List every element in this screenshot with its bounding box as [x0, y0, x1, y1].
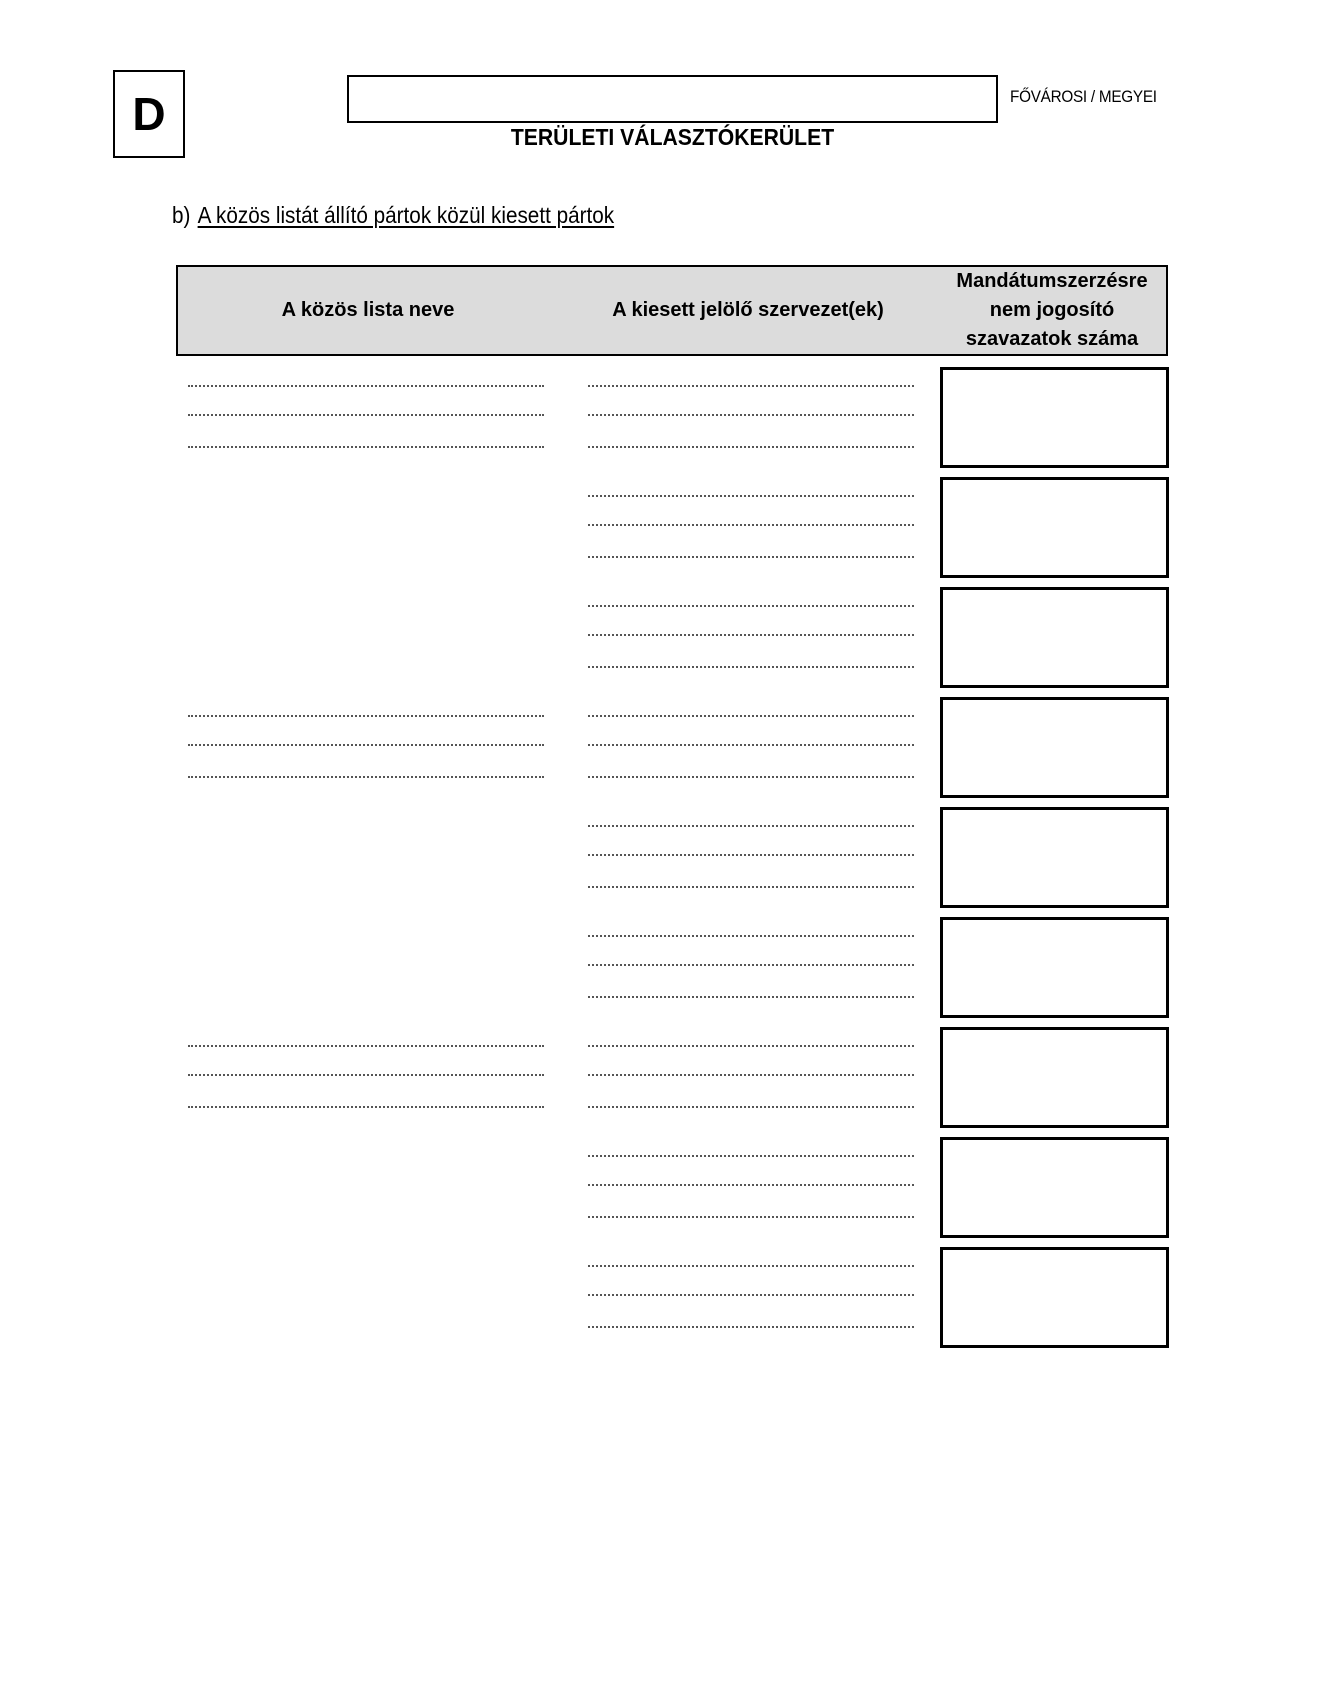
organization-blank-line[interactable] — [588, 1265, 914, 1267]
organization-blank-line[interactable] — [588, 1326, 914, 1328]
list-name-blank-line[interactable] — [188, 776, 544, 778]
organization-blank-line[interactable] — [588, 744, 914, 746]
organization-blank-line[interactable] — [588, 886, 914, 888]
form-letter: D — [132, 88, 166, 140]
organization-blank-line[interactable] — [588, 1216, 914, 1218]
list-name-blank-line[interactable] — [188, 1106, 544, 1108]
district-name-field[interactable] — [347, 75, 998, 123]
organization-blank-line[interactable] — [588, 1045, 914, 1047]
list-name-blank-line[interactable] — [188, 1045, 544, 1047]
list-name-blank-line[interactable] — [188, 385, 544, 387]
vote-count-box[interactable] — [940, 1027, 1169, 1128]
list-name-blank-line[interactable] — [188, 744, 544, 746]
section-marker: b) — [172, 202, 191, 228]
organization-blank-line[interactable] — [588, 935, 914, 937]
list-name-blank-line[interactable] — [188, 1074, 544, 1076]
organization-blank-line[interactable] — [588, 996, 914, 998]
column-header-dropped-organizations: A kiesett jelölő szervezet(ek) — [612, 299, 884, 321]
organization-blank-line[interactable] — [588, 1074, 914, 1076]
district-type-label: FŐVÁROSI / MEGYEI — [1010, 87, 1157, 106]
organization-blank-line[interactable] — [588, 634, 914, 636]
list-name-blank-line[interactable] — [188, 715, 544, 717]
organization-blank-line[interactable] — [588, 414, 914, 416]
vote-count-box[interactable] — [940, 917, 1169, 1018]
vote-count-box[interactable] — [940, 587, 1169, 688]
organization-blank-line[interactable] — [588, 854, 914, 856]
list-name-blank-line[interactable] — [188, 414, 544, 416]
organization-blank-line[interactable] — [588, 1106, 914, 1108]
district-title: TERÜLETI VÁLASZTÓKERÜLET — [510, 124, 835, 150]
organization-blank-line[interactable] — [588, 446, 914, 448]
organization-blank-line[interactable] — [588, 825, 914, 827]
organization-blank-line[interactable] — [588, 605, 914, 607]
organization-blank-line[interactable] — [588, 1155, 914, 1157]
column-header-list-name: A közös lista neve — [281, 299, 455, 321]
section-heading — [172, 202, 614, 229]
form-letter-box — [113, 70, 185, 158]
organization-blank-line[interactable] — [588, 524, 914, 526]
organization-blank-line[interactable] — [588, 495, 914, 497]
organization-blank-line[interactable] — [588, 1294, 914, 1296]
vote-count-box[interactable] — [940, 807, 1169, 908]
organization-blank-line[interactable] — [588, 385, 914, 387]
organization-blank-line[interactable] — [588, 715, 914, 717]
vote-count-box[interactable] — [940, 477, 1169, 578]
vote-count-box[interactable] — [940, 367, 1169, 468]
organization-blank-line[interactable] — [588, 556, 914, 558]
organization-blank-line[interactable] — [588, 1184, 914, 1186]
column-header-vote-count: Mandátumszerzésre nem jogosító szavazatok száma — [956, 270, 1148, 350]
vote-count-box[interactable] — [940, 1247, 1169, 1348]
organization-blank-line[interactable] — [588, 964, 914, 966]
vote-count-box[interactable] — [940, 697, 1169, 798]
organization-blank-line[interactable] — [588, 776, 914, 778]
organization-blank-line[interactable] — [588, 666, 914, 668]
table-header — [176, 265, 1168, 356]
section-title: A közös listát állító pártok közül kiesett pártok — [197, 202, 615, 228]
list-name-blank-line[interactable] — [188, 446, 544, 448]
vote-count-box[interactable] — [940, 1137, 1169, 1238]
